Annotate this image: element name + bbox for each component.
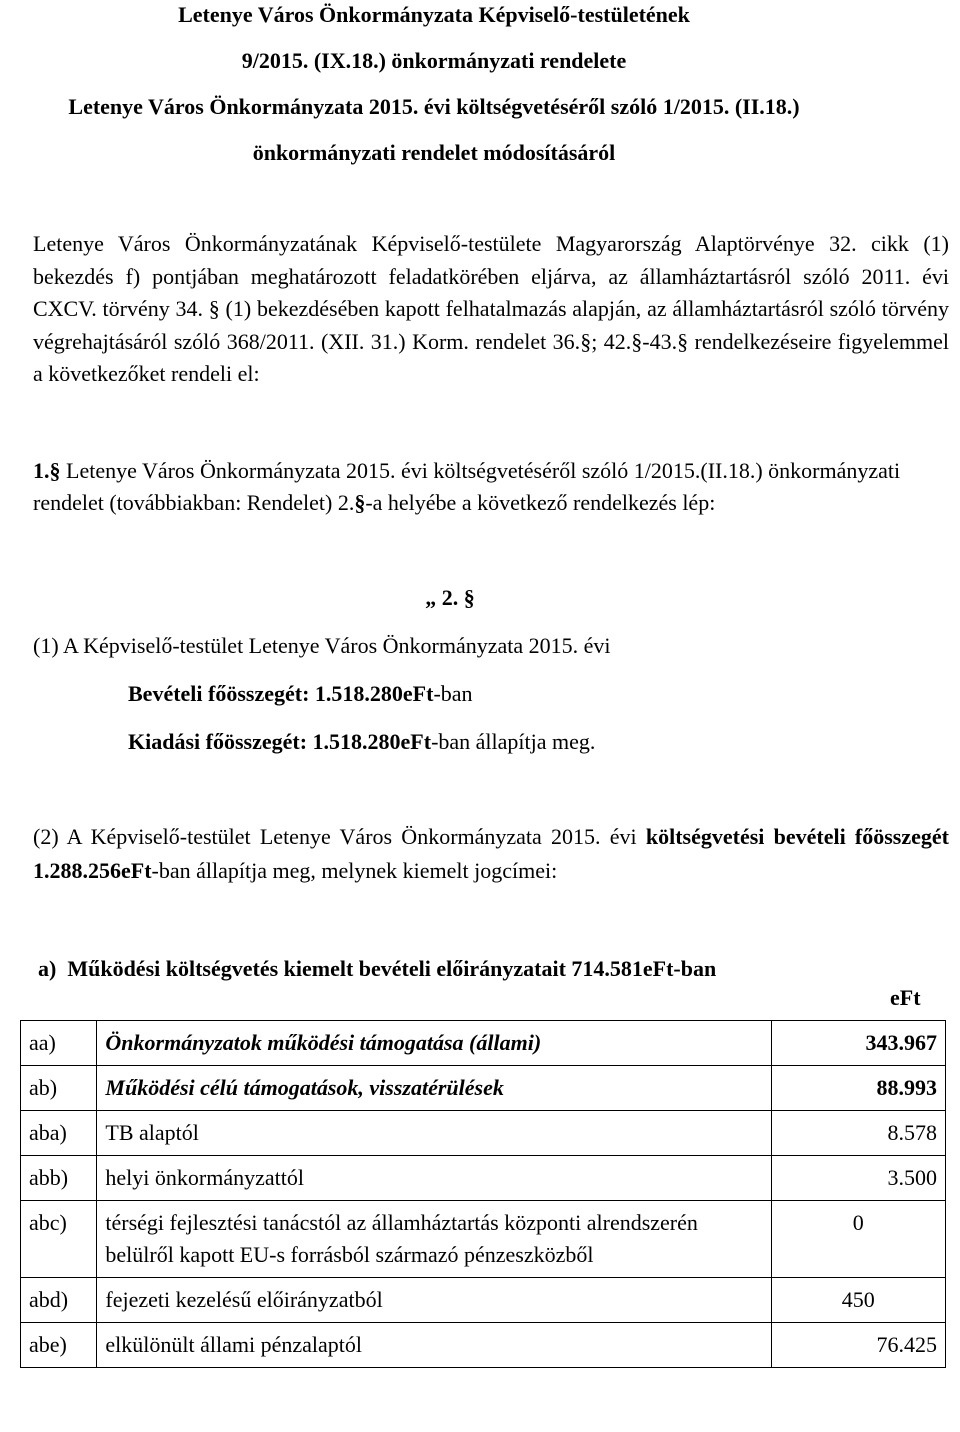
paragraph-2: (2) A Képviselő-testület Letenye Város Önkormányzata 2015. évi költségvetési bevételi főösszegét 1.288.256eFt-ban állapítja meg, melynek kiemelt jogcímei:	[33, 824, 949, 883]
row-description: Önkormányzatok működési támogatása (állami)	[97, 1021, 771, 1066]
row-code: aa)	[21, 1021, 97, 1066]
row-value: 450	[771, 1278, 945, 1323]
row-value: 8.578	[771, 1111, 945, 1156]
row-description: Működési célú támogatások, visszatérülések	[97, 1066, 771, 1111]
table-row	[21, 1021, 946, 1066]
row-value: 0	[771, 1201, 945, 1278]
table-row	[21, 1066, 946, 1111]
row-code: abc)	[21, 1201, 97, 1278]
section-sign: §	[631, 328, 643, 354]
row-code: ab)	[21, 1066, 97, 1111]
subsection-a-heading: a) Működési költségvetés kiemelt bevételi előirányzatait 714.581eFt-ban	[38, 956, 717, 981]
table-row	[21, 1323, 946, 1368]
row-value: 3.500	[771, 1156, 945, 1201]
row-value: 343.967	[771, 1021, 945, 1066]
section-sign: §	[354, 490, 366, 515]
row-description: helyi önkormányzattól	[97, 1156, 771, 1201]
row-description: elkülönült állami pénzalaptól	[97, 1323, 771, 1368]
section-2-heading: „ 2. §	[425, 585, 475, 610]
document-title	[0, 0, 868, 176]
row-code: abb)	[21, 1156, 97, 1201]
row-description: térségi fejlesztési tanácstól az államháztartás központi alrendszerén belülről kapott EU-s forrásból származó pénzeszközből	[97, 1201, 771, 1278]
row-code: aba)	[21, 1111, 97, 1156]
paragraph-1-intro: (1) A Képviselő-testület Letenye Város Önkormányzata 2015. évi	[33, 633, 611, 658]
unit-label: eFt	[890, 985, 921, 1010]
row-value: 76.425	[771, 1323, 945, 1368]
table-row	[21, 1156, 946, 1201]
row-code: abe)	[21, 1323, 97, 1368]
section-sign: §	[49, 458, 61, 483]
title-line-4: önkormányzati rendelet módosításáról	[252, 140, 616, 165]
section-1: 1.§ Letenye Város Önkormányzata 2015. évi költségvetéséről szóló 1/2015.(II.18.) önkormányzati rendelet (továbbiakban: Rendelet) 2.§-a helyébe a következő rendelkezés lép:	[33, 458, 901, 515]
table-row	[21, 1111, 946, 1156]
row-value: 88.993	[771, 1066, 945, 1111]
row-description: fejezeti kezelésű előirányzatból	[97, 1278, 771, 1323]
revenue-items-table	[20, 1020, 946, 1368]
title-line-3: Letenye Város Önkormányzata 2015. évi költségvetéséről szóló 1/2015. (II.18.)	[68, 94, 800, 119]
section-sign: §	[677, 328, 689, 354]
title-line-2: 9/2015. (IX.18.) önkormányzati rendelete	[241, 48, 627, 73]
title-line-1: Letenye Város Önkormányzata Képviselő-testületének	[178, 2, 690, 27]
section-sign: §	[208, 296, 220, 321]
table-row	[21, 1278, 946, 1323]
expenditure-total: Kiadási főösszegét: 1.518.280eFt-ban állapítja meg.	[128, 729, 596, 754]
row-description: TB alaptól	[97, 1111, 771, 1156]
preamble: Letenye Város Önkormányzatának Képviselő-testülete Magyarország Alaptörvénye 32. cikk (1) bekezdés f) pontjában meghatározott feladatkörében eljárva, az államháztartásról szóló 2011. évi CXCV. törvény 34. § (1) bekezdésében kapott felhatalmazás alapján, az államháztartásról szóló törvény végrehajtásáról szóló 368/2011. (XII. 31.) Korm. rendelet 36.§; 42.§-43.§ rendelkezéseire figyelemmel a következőket rendeli el:	[33, 231, 949, 386]
table-row	[21, 1201, 946, 1278]
revenue-total: Bevételi főösszegét: 1.518.280eFt-ban	[128, 681, 473, 706]
section-number: 1.	[33, 458, 50, 483]
row-code: abd)	[21, 1278, 97, 1323]
section-sign: §	[580, 328, 592, 354]
